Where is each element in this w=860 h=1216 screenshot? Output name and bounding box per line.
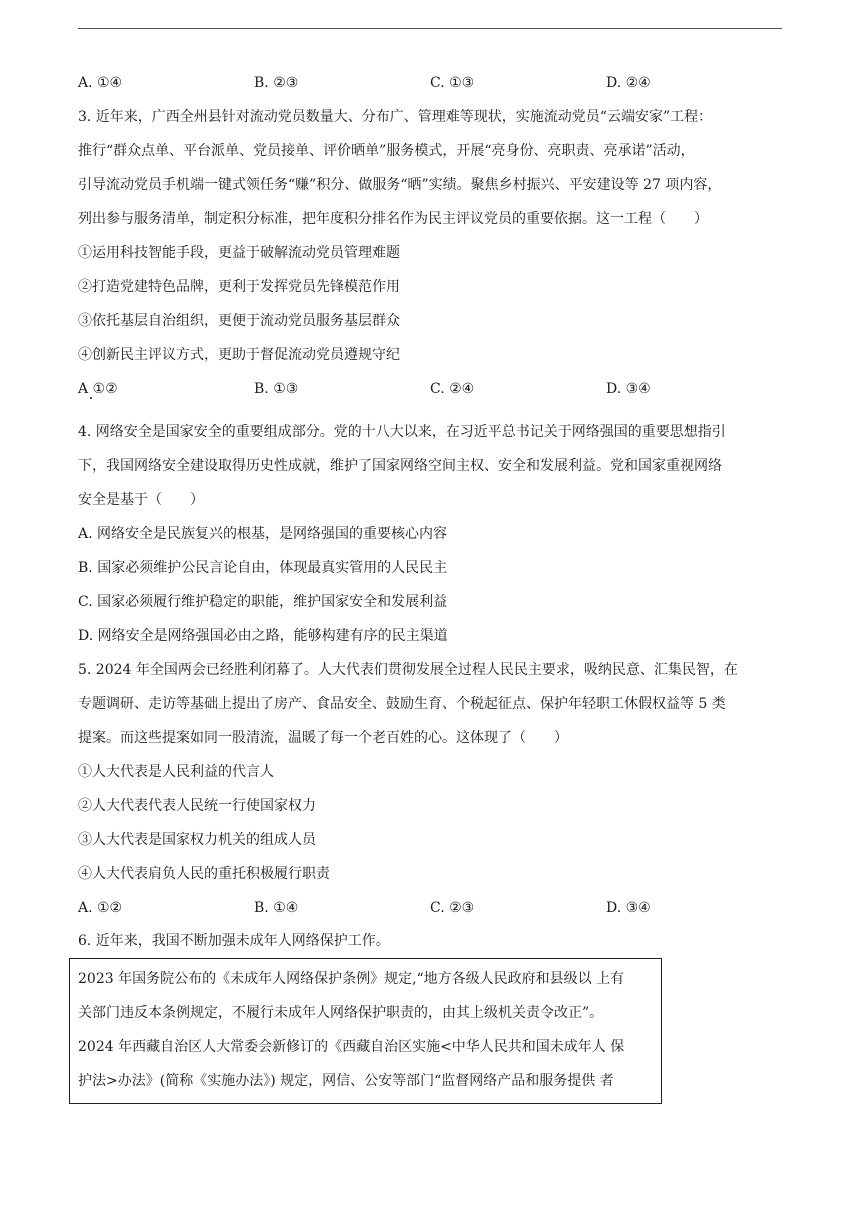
q6-material-line: 护法>办法》(简称《实施办法》) 规定，网信、公安等部门“监督网络产品和服务提供 者 — [78, 1073, 614, 1089]
q3-options — [78, 379, 782, 399]
q5-option-a: A. ①② — [78, 900, 123, 916]
q3-stem-line: 引导流动党员手机端一键式领任务“赚”积分、做服务“晒”实绩。聚焦乡村振兴、平安建设等 27 项内容， — [78, 177, 722, 193]
q2-option-c: C. ①③ — [430, 75, 475, 91]
q3-option-b: B. ①③ — [254, 381, 299, 397]
q5-stem-line: 专题调研、走访等基础上提出了房产、食品安全、鼓励生育、个税起征点、保护年轻职工休假权益等 5 类 — [78, 696, 726, 712]
q5-statement-1: ①人大代表是人民利益的代言人 — [78, 764, 274, 780]
q3-statement-2: ②打造党建特色品牌，更利于发挥党员先锋模范作用 — [78, 279, 400, 295]
q4-option-c: C. 国家必须履行维护稳定的职能，维护国家安全和发展利益 — [78, 594, 448, 610]
q5-stem-line: 5. 2024 年全国两会已经胜利闭幕了。人大代表们贯彻发展全过程人民民主要求，吸纳民意、汇集民智，在 — [78, 662, 738, 678]
q5-statement-3: ③人大代表是国家权力机关的组成人员 — [78, 832, 316, 848]
header-rule — [78, 28, 782, 29]
q6-stem: 6. 近年来，我国不断加强未成年人网络保护工作。 — [78, 933, 390, 949]
q6-material-box — [69, 958, 662, 1104]
q4-option-a: A. 网络安全是民族复兴的根基，是网络强国的重要核心内容 — [78, 526, 448, 542]
q3-statement-4: ④创新民主评议方式，更助于督促流动党员遵规守纪 — [78, 347, 400, 363]
q4-option-b: B. 国家必须维护公民言论自由，体现最真实管用的人民民主 — [78, 560, 448, 576]
q6-material-line: 2024 年西藏自治区人大常委会新修订的《西藏自治区实施<中华人民共和国未成年人 保 — [78, 1039, 625, 1055]
q3-option-a: A ①② — [78, 381, 118, 397]
q5-statement-4: ④人大代表肩负人民的重托积极履行职责 — [78, 866, 330, 882]
q5-option-d: D. ③④ — [606, 900, 651, 916]
q5-option-b: B. ①④ — [254, 900, 299, 916]
q4-option-d: D. 网络安全是网络强国必由之路，能够构建有序的民主渠道 — [78, 628, 448, 644]
q6-material-line: 2023 年国务院公布的《未成年人网络保护条例》规定,“地方各级人民政府和县级以 上有 — [78, 971, 625, 987]
q4-stem-line: 下，我国网络安全建设取得历史性成就，维护了国家网络空间主权、安全和发展利益。党和国家重视网络 — [78, 458, 722, 474]
q3-option-d: D. ③④ — [606, 381, 651, 397]
q5-stem-line: 提案。而这些提案如同一股清流，温暖了每一个老百姓的心。这体现了（ ） — [78, 730, 568, 746]
q5-option-c: C. ②③ — [430, 900, 475, 916]
stray-dot-mark — [90, 397, 92, 399]
q6-material-line: 关部门违反本条例规定，不履行未成年人网络保护职责的，由其上级机关责令改正”。 — [78, 1005, 604, 1021]
q3-stem-line: 推行“群众点单、平台派单、党员接单、评价晒单”服务模式，开展“亮身份、亮职责、亮承诺”活动， — [78, 143, 695, 159]
q4-stem-line: 安全是基于（ ） — [78, 492, 204, 508]
q2-option-b: B. ②③ — [254, 75, 299, 91]
q4-stem-line: 4. 网络安全是国家安全的重要组成部分。党的十八大以来，在习近平总书记关于网络强国的重要思想指引 — [78, 424, 726, 440]
q3-option-c: C. ②④ — [430, 381, 475, 397]
q3-statement-1: ①运用科技智能手段，更益于破解流动党员管理难题 — [78, 245, 400, 261]
q2-option-a: A. ①④ — [78, 75, 123, 91]
q2-option-d: D. ②④ — [606, 75, 651, 91]
q3-statement-3: ③依托基层自治组织，更便于流动党员服务基层群众 — [78, 313, 400, 329]
q5-options — [78, 898, 782, 918]
q3-stem-line: 3. 近年来，广西全州县针对流动党员数量大、分布广、管理难等现状，实施流动党员“云端安家”工程： — [78, 109, 713, 125]
q5-statement-2: ②人大代表代表人民统一行使国家权力 — [78, 798, 316, 814]
q2-options — [78, 73, 782, 93]
q3-stem-line: 列出参与服务清单，制定积分标准，把年度积分排名作为民主评议党员的重要依据。这一工程（ ） — [78, 211, 708, 227]
